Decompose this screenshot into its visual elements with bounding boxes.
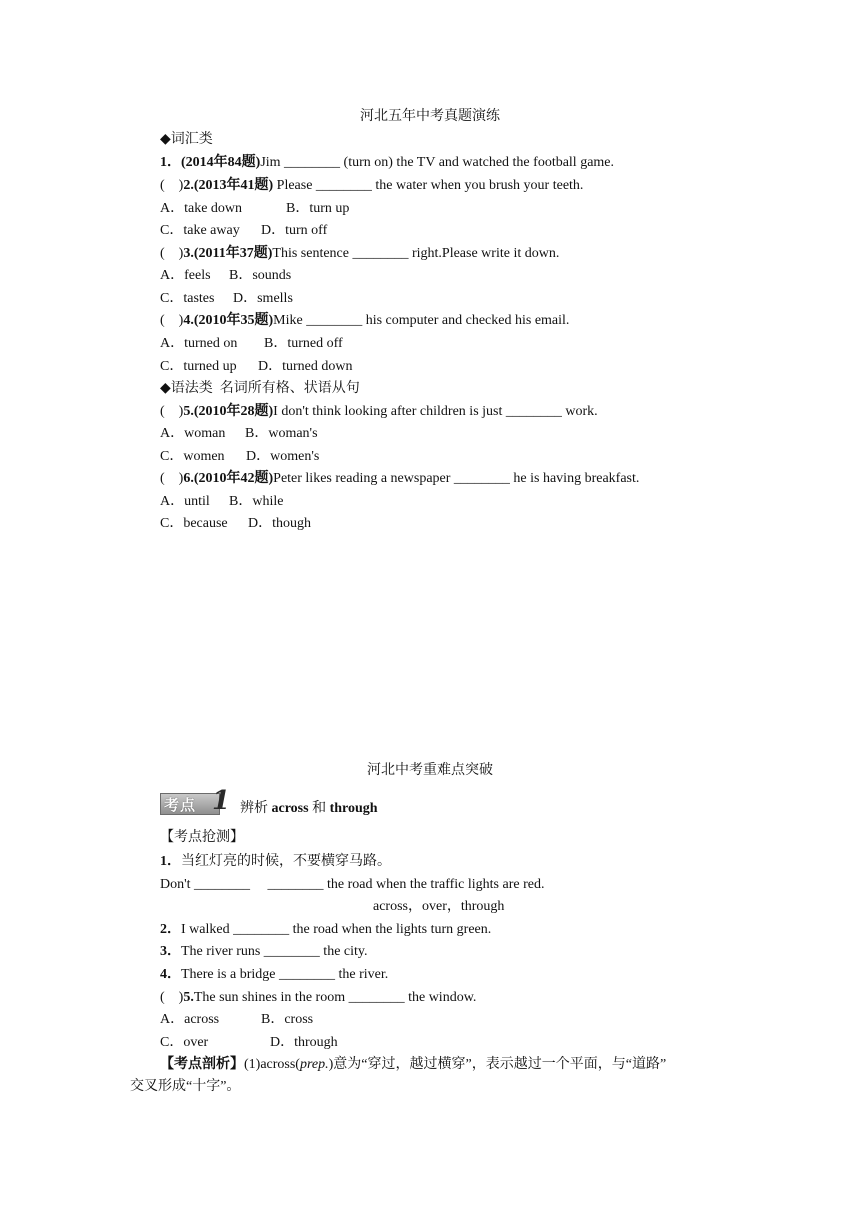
- question-text: Please ________ the water when you brush your teeth.: [273, 178, 584, 193]
- answer-bracket: ( ): [160, 313, 184, 328]
- question-4: [160, 312, 569, 330]
- test-header: 【考点抢测】: [160, 830, 244, 845]
- question-6: [160, 470, 639, 488]
- test-2: 2．I walked ________ the road when the lights turn green.: [160, 922, 492, 937]
- answer-bracket: ( ): [160, 404, 184, 419]
- option-b: B．turned off: [264, 336, 343, 351]
- option-c: C．take away: [160, 223, 240, 238]
- vocab-header: ◆词汇类: [160, 132, 213, 147]
- question-number: 1．: [160, 155, 181, 170]
- question-tag: (2014年84题): [181, 155, 261, 170]
- analysis-paragraph: 【考点剖析】(1)across(prep.)意为“穿过，越过横穿”，表示越过一个平面，与“道路”: [160, 1057, 667, 1072]
- option-b: B．woman's: [245, 426, 318, 441]
- question-tag: 3.(2011年37题): [183, 246, 273, 261]
- option-b: B．sounds: [229, 268, 292, 283]
- test-1-english: Don't ________ ________ the road when the traffic lights are red.: [160, 877, 545, 892]
- option-a: A．turned on: [160, 336, 238, 351]
- answer-bracket: ( ): [160, 246, 184, 261]
- badge-label: 考点: [164, 796, 197, 814]
- option-c: C．turned up: [160, 359, 237, 374]
- grammar-header: ◆语法类 名词所有格、状语从句: [160, 381, 360, 396]
- test-4: 4．There is a bridge ________ the river.: [160, 967, 389, 982]
- test-5: ( )5.The sun shines in the room ________ the window.: [160, 990, 477, 1005]
- question-text: Jim ________ (turn on) the TV and watched the football game.: [260, 155, 615, 170]
- option-c: C．because: [160, 516, 228, 531]
- word-bank: across，over，through: [373, 899, 505, 914]
- section-title-key-points: 河北中考重难点突破: [367, 763, 493, 778]
- test-3: 3．The river runs ________ the city.: [160, 944, 368, 959]
- option-a: A．take down: [160, 201, 243, 216]
- option-c: C．over: [160, 1035, 209, 1050]
- section-title-exam-practice: 河北五年中考真题演练: [360, 109, 500, 124]
- test-1-chinese: 1．当红灯亮的时候，不要横穿马路。: [160, 854, 391, 869]
- question-tag: 6.(2010年42题): [183, 471, 274, 486]
- option-d: D．women's: [246, 449, 320, 464]
- key-point-heading: 辨析 across 和 through: [240, 801, 378, 816]
- option-a: A．feels: [160, 268, 211, 283]
- question-1: [160, 154, 614, 172]
- answer-bracket: ( ): [160, 471, 184, 486]
- option-b: B．cross: [261, 1012, 314, 1027]
- option-c: C．women: [160, 449, 225, 464]
- question-3: [160, 245, 559, 263]
- question-tag: 4.(2010年35题): [183, 313, 274, 328]
- question-text: I don't think looking after children is just ________ work.: [273, 404, 598, 419]
- option-d: D．turned down: [258, 359, 353, 374]
- option-d: D．though: [248, 516, 311, 531]
- option-d: D．smells: [233, 291, 293, 306]
- badge-number: 1: [212, 786, 231, 816]
- option-d: D．through: [270, 1035, 338, 1050]
- question-text: Peter likes reading a newspaper ________ he is having breakfast.: [273, 471, 640, 486]
- answer-bracket: ( ): [160, 178, 184, 193]
- key-point-badge: [160, 786, 234, 816]
- question-2: [160, 177, 583, 195]
- option-a: A．woman: [160, 426, 226, 441]
- question-tag: 2.(2013年41题): [183, 178, 274, 193]
- option-c: C．tastes: [160, 291, 215, 306]
- option-b: B．while: [229, 494, 284, 509]
- analysis-paragraph-line2: 交叉形成“十字”。: [130, 1079, 241, 1094]
- option-d: D．turn off: [261, 223, 328, 238]
- question-5: [160, 403, 598, 421]
- option-a: A．until: [160, 494, 210, 509]
- question-tag: 5.(2010年28题): [183, 404, 274, 419]
- option-a: A．across: [160, 1012, 220, 1027]
- question-text: Mike ________ his computer and checked his email.: [273, 313, 570, 328]
- question-text: This sentence ________ right.Please write it down.: [272, 246, 560, 261]
- option-b: B．turn up: [286, 201, 350, 216]
